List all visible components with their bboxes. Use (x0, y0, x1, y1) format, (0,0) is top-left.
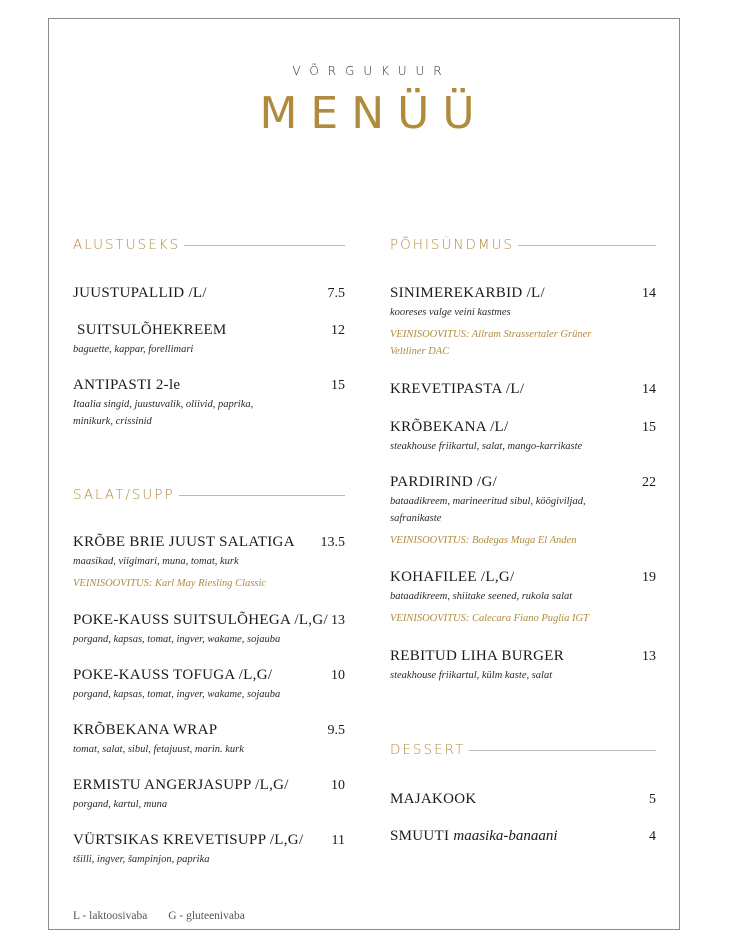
section-header-dessert (390, 740, 656, 760)
menu-item (73, 667, 345, 703)
item-name: PARDIRIND /G/ (390, 474, 498, 490)
item-price: 12 (331, 323, 345, 338)
item-name: MAJAKOOK (390, 791, 477, 807)
item-description: maasikad, viigimari, muna, tomat, kurk (73, 556, 239, 567)
item-price: 4 (649, 829, 656, 844)
page-title: MENÜÜ (259, 88, 488, 139)
menu-item (390, 419, 656, 455)
item-description: steakhouse friikartul, salat, mango-karrikaste (390, 441, 583, 452)
item-price: 7.5 (327, 286, 345, 301)
item-name: SINIMEREKARBID /L/ (390, 285, 545, 301)
left-column (73, 235, 345, 885)
right-column (390, 235, 656, 885)
item-price: 15 (642, 420, 656, 435)
section-title: DESSERT (390, 742, 466, 758)
section-title: SALAT/SUPP (73, 487, 175, 503)
section-rule (184, 245, 345, 246)
item-price: 9.5 (327, 723, 345, 738)
item-price: 19 (642, 570, 656, 585)
item-description: tšilli, ingver, šampinjon, paprika (73, 854, 210, 865)
item-name-group (390, 828, 558, 845)
section-rule (469, 750, 656, 751)
item-name: ERMISTU ANGERJASUPP /L,G/ (73, 777, 289, 793)
wine-recommendation: VEINISOOVITUS: Allram Strassertaler Grüner Veltliner DAC (390, 329, 592, 357)
item-name: KRÕBE BRIE JUUST SALATIGA (73, 534, 295, 550)
menu-item (73, 322, 345, 358)
wine-recommendation: VEINISOOVITUS: Calecara Fiano Puglia IGT (390, 613, 589, 624)
item-price: 13 (331, 613, 345, 628)
menu-item (390, 569, 656, 627)
item-name: JUUSTUPALLID /L/ (73, 285, 207, 301)
menu-item (390, 474, 656, 549)
item-name: KRÕBEKANA /L/ (390, 419, 509, 435)
menu-item (73, 534, 345, 592)
wine-recommendation: VEINISOOVITUS: Bodegas Muga El Anden (390, 535, 577, 546)
section-title: ALUSTUSEKS (73, 237, 181, 253)
item-description: porgand, kapsas, tomat, ingver, wakame, sojauba (73, 689, 281, 700)
menu-item (390, 381, 656, 398)
menu-item (73, 285, 345, 302)
legend-lactose: L - laktoosivaba (73, 910, 148, 922)
menu-item (73, 722, 345, 758)
item-name: KREVETIPASTA /L/ (390, 381, 525, 397)
section-title: PÕHISÜNDMUS (390, 237, 514, 253)
item-price: 13 (642, 649, 656, 664)
item-flavor: maasika-banaani (453, 828, 558, 844)
section-header-salat-supp (73, 485, 345, 505)
item-name: SUITSULÕHEKREEM (73, 322, 227, 338)
menu-item (390, 828, 656, 845)
item-description: baguette, kappar, forellimari (73, 344, 194, 355)
restaurant-name: VÕRGUKUUR (292, 64, 451, 78)
item-description: kooreses valge veini kastmes (390, 307, 511, 318)
item-price: 22 (642, 475, 656, 490)
item-description: porgand, kapsas, tomat, ingver, wakame, sojauba (73, 634, 281, 645)
item-name: POKE-KAUSS SUITSULÕHEGA /L,G/ (73, 612, 328, 628)
item-name: KOHAFILEE /L,G/ (390, 569, 515, 585)
allergen-legend (73, 910, 245, 922)
legend-gluten: G - gluteenivaba (168, 910, 245, 922)
item-description: Itaalia singid, juustuvalik, oliivid, paprika, minikurk, crissinid (73, 399, 254, 427)
menu-item (73, 777, 345, 813)
item-price: 15 (331, 378, 345, 393)
menu-item (390, 648, 656, 684)
item-name: KRÕBEKANA WRAP (73, 722, 218, 738)
item-description: tomat, salat, sibul, fetajuust, marin. kurk (73, 744, 244, 755)
item-description: bataadikreem, shiitake seened, rukola salat (390, 591, 573, 602)
item-price: 10 (331, 668, 345, 683)
section-header-pohisundmus (390, 235, 656, 255)
item-price: 14 (642, 382, 656, 397)
section-rule (518, 245, 656, 246)
item-name: REBITUD LIHA BURGER (390, 648, 565, 664)
item-description: bataadikreem, marineeritud sibul, köögiviljad, safranikaste (390, 496, 586, 524)
item-price: 5 (649, 792, 656, 807)
menu-item (390, 285, 656, 360)
item-price: 10 (331, 778, 345, 793)
item-description: steakhouse friikartul, külm kaste, salat (390, 670, 553, 681)
section-header-alustuseks (73, 235, 345, 255)
item-price: 13.5 (320, 535, 345, 550)
item-name: POKE-KAUSS TOFUGA /L,G/ (73, 667, 273, 683)
wine-recommendation: VEINISOOVITUS: Karl May Riesling Classic (73, 578, 267, 589)
item-name: ANTIPASTI 2-le (73, 377, 181, 393)
item-name: VÜRTSIKAS KREVETISUPP /L,G/ (73, 832, 304, 848)
item-price: 14 (642, 286, 656, 301)
menu-item (73, 612, 345, 648)
item-name: SMUUTI (390, 828, 450, 844)
menu-item (73, 377, 345, 430)
menu-item (73, 832, 345, 868)
item-price: 11 (331, 833, 345, 848)
item-description: porgand, kartul, muna (73, 799, 168, 810)
menu-item (390, 791, 656, 808)
section-rule (179, 495, 345, 496)
